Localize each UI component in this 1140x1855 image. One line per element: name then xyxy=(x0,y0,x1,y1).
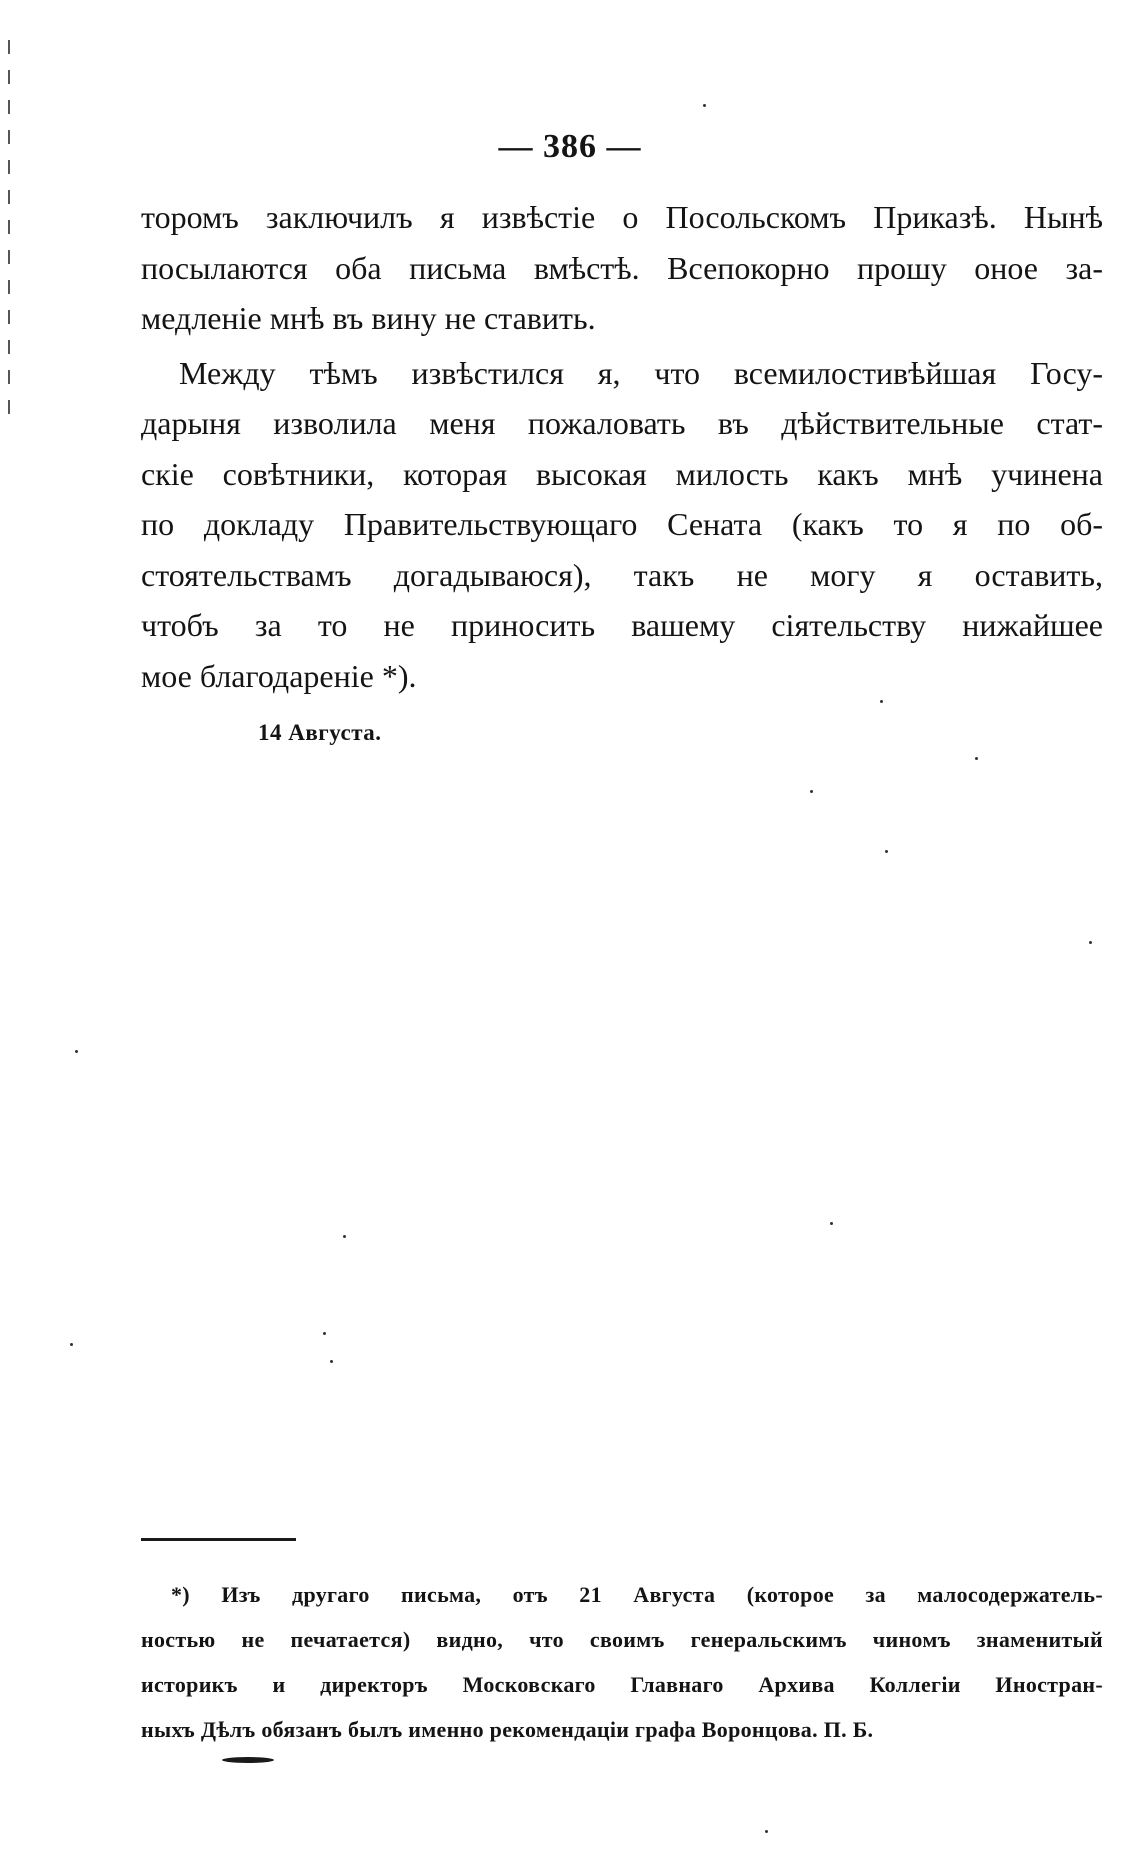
text-line: Между тѣмъ извѣстился я, что всемилостивѣйшая Госу- xyxy=(179,354,1103,391)
footnote-line: *) Изъ другаго письма, отъ 21 Августа (которое за малосодержатель- xyxy=(171,1582,1103,1607)
text-line: стоятельствамъ догадываюся), такъ не могу я оставить, xyxy=(141,556,1103,593)
scan-speck xyxy=(975,757,978,760)
body-text xyxy=(141,192,1103,701)
footnote xyxy=(141,1572,1103,1752)
text-line: торомъ заключилъ я извѣстіе о Посольскомъ Приказѣ. Нынѣ xyxy=(141,199,1103,235)
text-line: мое благодареніе *). xyxy=(141,657,417,694)
scan-speck xyxy=(70,1343,73,1346)
scan-speck xyxy=(810,790,813,793)
bottom-ornament xyxy=(222,1757,274,1763)
scan-speck xyxy=(1089,941,1092,944)
scan-speck xyxy=(343,1235,346,1238)
text-line: чтобъ за то не приносить вашему сіятельству нижайшее xyxy=(141,607,1103,643)
scan-speck xyxy=(830,1222,833,1225)
footnote-line: историкъ и директоръ Московскаго Главнаго Архива Коллегіи Иностран- xyxy=(141,1672,1103,1697)
text-line: скіе совѣтники, которая высокая милость какъ мнѣ учинена xyxy=(141,455,1103,492)
scan-speck xyxy=(765,1830,768,1833)
paragraph-2 xyxy=(141,348,1103,702)
text-line: медленіе мнѣ въ вину не ставить. xyxy=(141,300,596,336)
scan-speck xyxy=(323,1332,326,1335)
text-line: дарыня изволила меня пожаловать въ дѣйствительные стат- xyxy=(141,405,1103,441)
scan-speck xyxy=(880,700,883,703)
page-number: — 386 — xyxy=(498,128,642,165)
footnote-divider xyxy=(141,1538,296,1541)
footnote-line: ныхъ Дѣлъ обязанъ былъ именно рекомендаціи графа Воронцова. П. Б. xyxy=(141,1717,874,1742)
scan-edge-marks xyxy=(8,40,10,420)
text-line: посылаются оба письма вмѣстѣ. Всепокорно прошу оное за- xyxy=(141,249,1103,286)
paragraph-1 xyxy=(141,192,1103,344)
letter-date: 14 Августа. xyxy=(258,720,382,745)
scan-speck xyxy=(330,1360,333,1363)
scan-speck xyxy=(885,850,888,853)
text-line: по докладу Правительствующаго Сената (какъ то я по об- xyxy=(141,506,1103,542)
footnote-line: ностью не печатается) видно, что своимъ генеральскимъ чиномъ знаменитый xyxy=(141,1627,1103,1652)
scan-speck xyxy=(703,104,706,107)
scan-speck xyxy=(75,1050,78,1053)
